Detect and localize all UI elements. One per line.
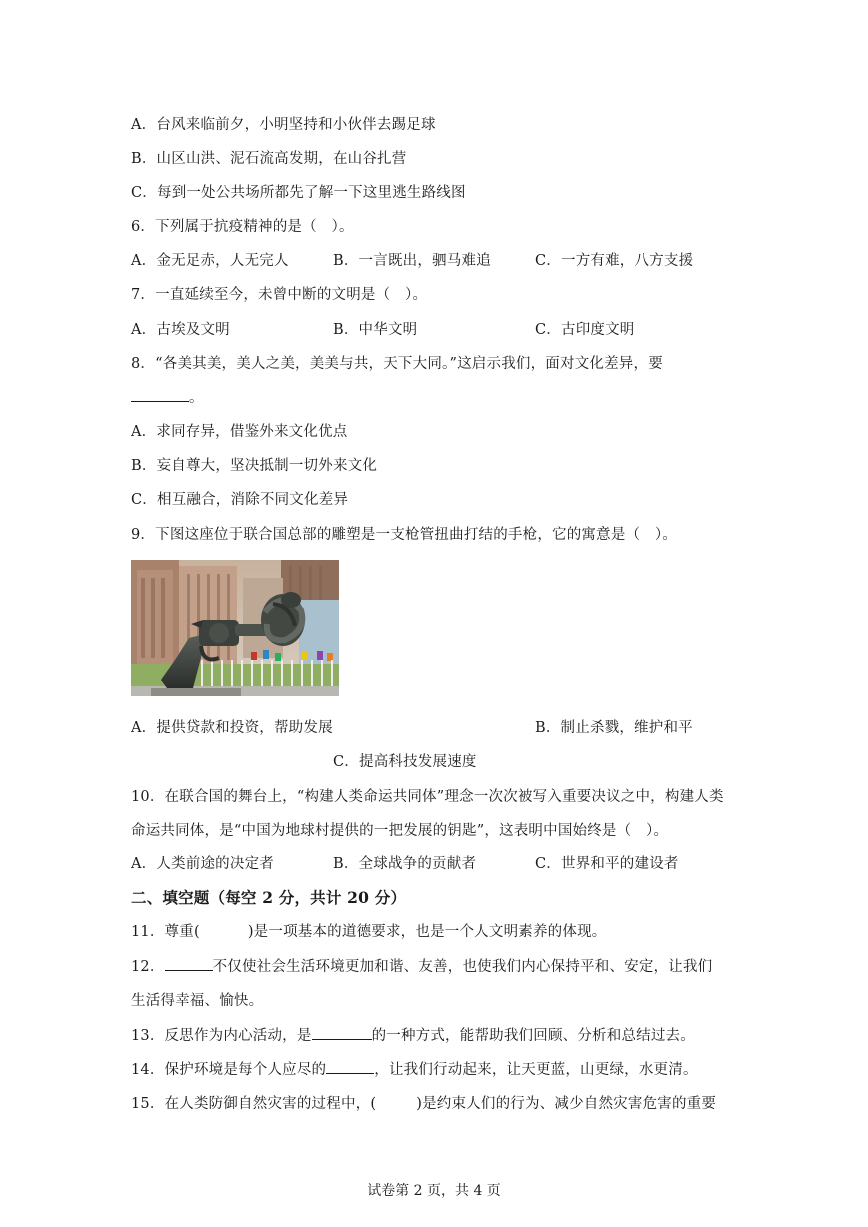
- q14-text-before: 14．保护环境是每个人应尽的: [131, 1062, 327, 1078]
- q11-text-before: 11．尊重(: [131, 924, 200, 940]
- q14-text-after: ，让我们行动起来，让天更蓝，山更绿，水更清。: [374, 1062, 698, 1078]
- q12-text-before: 12．: [131, 959, 165, 975]
- q5-option-c: C．每到一处公共场所都先了解一下这里逃生路线图: [131, 185, 466, 201]
- q15-text-before: 15．在人类防御自然灾害的过程中，(: [131, 1096, 377, 1112]
- q11: [131, 920, 606, 941]
- q8-option-c: C．相互融合，消除不同文化差异: [131, 492, 349, 508]
- q10-stem-line2: 命运共同体，是“中国为地球村提供的一把发展的钥匙”，这表明中国始终是（ ）。: [131, 823, 669, 839]
- q12-text-after: 不仅使社会生活环境更加和谐、友善，也使我们内心保持平和、安定，让我们: [212, 959, 713, 975]
- q7-option-c: C．古印度文明: [535, 322, 635, 338]
- answer-blank: [312, 1026, 372, 1040]
- q10-option-c: C．世界和平的建设者: [535, 856, 679, 872]
- q6-option-a: A．金无足赤，人无完人: [131, 253, 289, 269]
- q12-line1: [131, 955, 712, 976]
- q8-answer-line: [131, 386, 204, 407]
- q10-option-a: A．人类前途的决定者: [131, 856, 274, 872]
- q5-option-a: A．台风来临前夕，小明坚持和小伙伴去踢足球: [131, 117, 436, 133]
- q12-line2: 生活得幸福、愉快。: [131, 993, 264, 1009]
- q11-text-after: )是一项基本的道德要求，也是一个人文明素养的体现。: [247, 924, 607, 940]
- q8-stem-end: 。: [189, 390, 204, 406]
- q15: [131, 1092, 716, 1113]
- q9-stem: 9．下图这座位于联合国总部的雕塑是一支枪管扭曲打结的手枪，它的寓意是（ ）。: [131, 527, 678, 543]
- q6-option-b: B．一言既出，驷马难追: [333, 253, 491, 269]
- q8-stem: 8．“各美其美，美人之美，美美与共，天下大同。”这启示我们，面对文化差异，要: [131, 356, 663, 372]
- q5-option-b: B．山区山洪、泥石流高发期，在山谷扎营: [131, 151, 407, 167]
- q10-stem-line1: 10．在联合国的舞台上，“构建人类命运共同体”理念一次次被写入重要决议之中，构建人类: [131, 789, 724, 805]
- answer-blank: [326, 1060, 374, 1074]
- q14: [131, 1058, 698, 1079]
- page-footer: 试卷第 2 页，共 4 页: [367, 1183, 501, 1199]
- q10-option-b: B．全球战争的贡献者: [333, 856, 477, 872]
- q9-option-a: A．提供贷款和投资，帮助发展: [131, 720, 333, 736]
- q8-option-b: B．妄自尊大，坚决抵制一切外来文化: [131, 458, 378, 474]
- answer-blank: [131, 388, 189, 402]
- answer-blank: [165, 957, 213, 971]
- q8-option-a: A．求同存异，借鉴外来文化优点: [131, 424, 348, 440]
- q13-text-after: 的一种方式，能帮助我们回顾、分析和总结过去。: [371, 1028, 695, 1044]
- q7-option-b: B．中华文明: [333, 322, 418, 338]
- q13-text-before: 13．反思作为内心活动，是: [131, 1028, 312, 1044]
- q6-stem: 6．下列属于抗疫精神的是（ ）。: [131, 219, 354, 235]
- q9-option-b: B．制止杀戮，维护和平: [535, 720, 693, 736]
- q13: [131, 1024, 695, 1045]
- knotted-gun-sculpture-photo: [131, 560, 339, 696]
- q9-option-c: C．提高科技发展速度: [333, 754, 477, 770]
- q6-option-c: C．一方有难，八方支援: [535, 253, 694, 269]
- section-heading: 二、填空题（每空 2 分，共计 20 分）: [131, 888, 407, 907]
- q15-text-after: )是约束人们的行为、减少自然灾害危害的重要: [416, 1096, 717, 1112]
- q7-option-a: A．古埃及文明: [131, 322, 230, 338]
- q7-stem: 7．一直延续至今，未曾中断的文明是（ ）。: [131, 287, 428, 303]
